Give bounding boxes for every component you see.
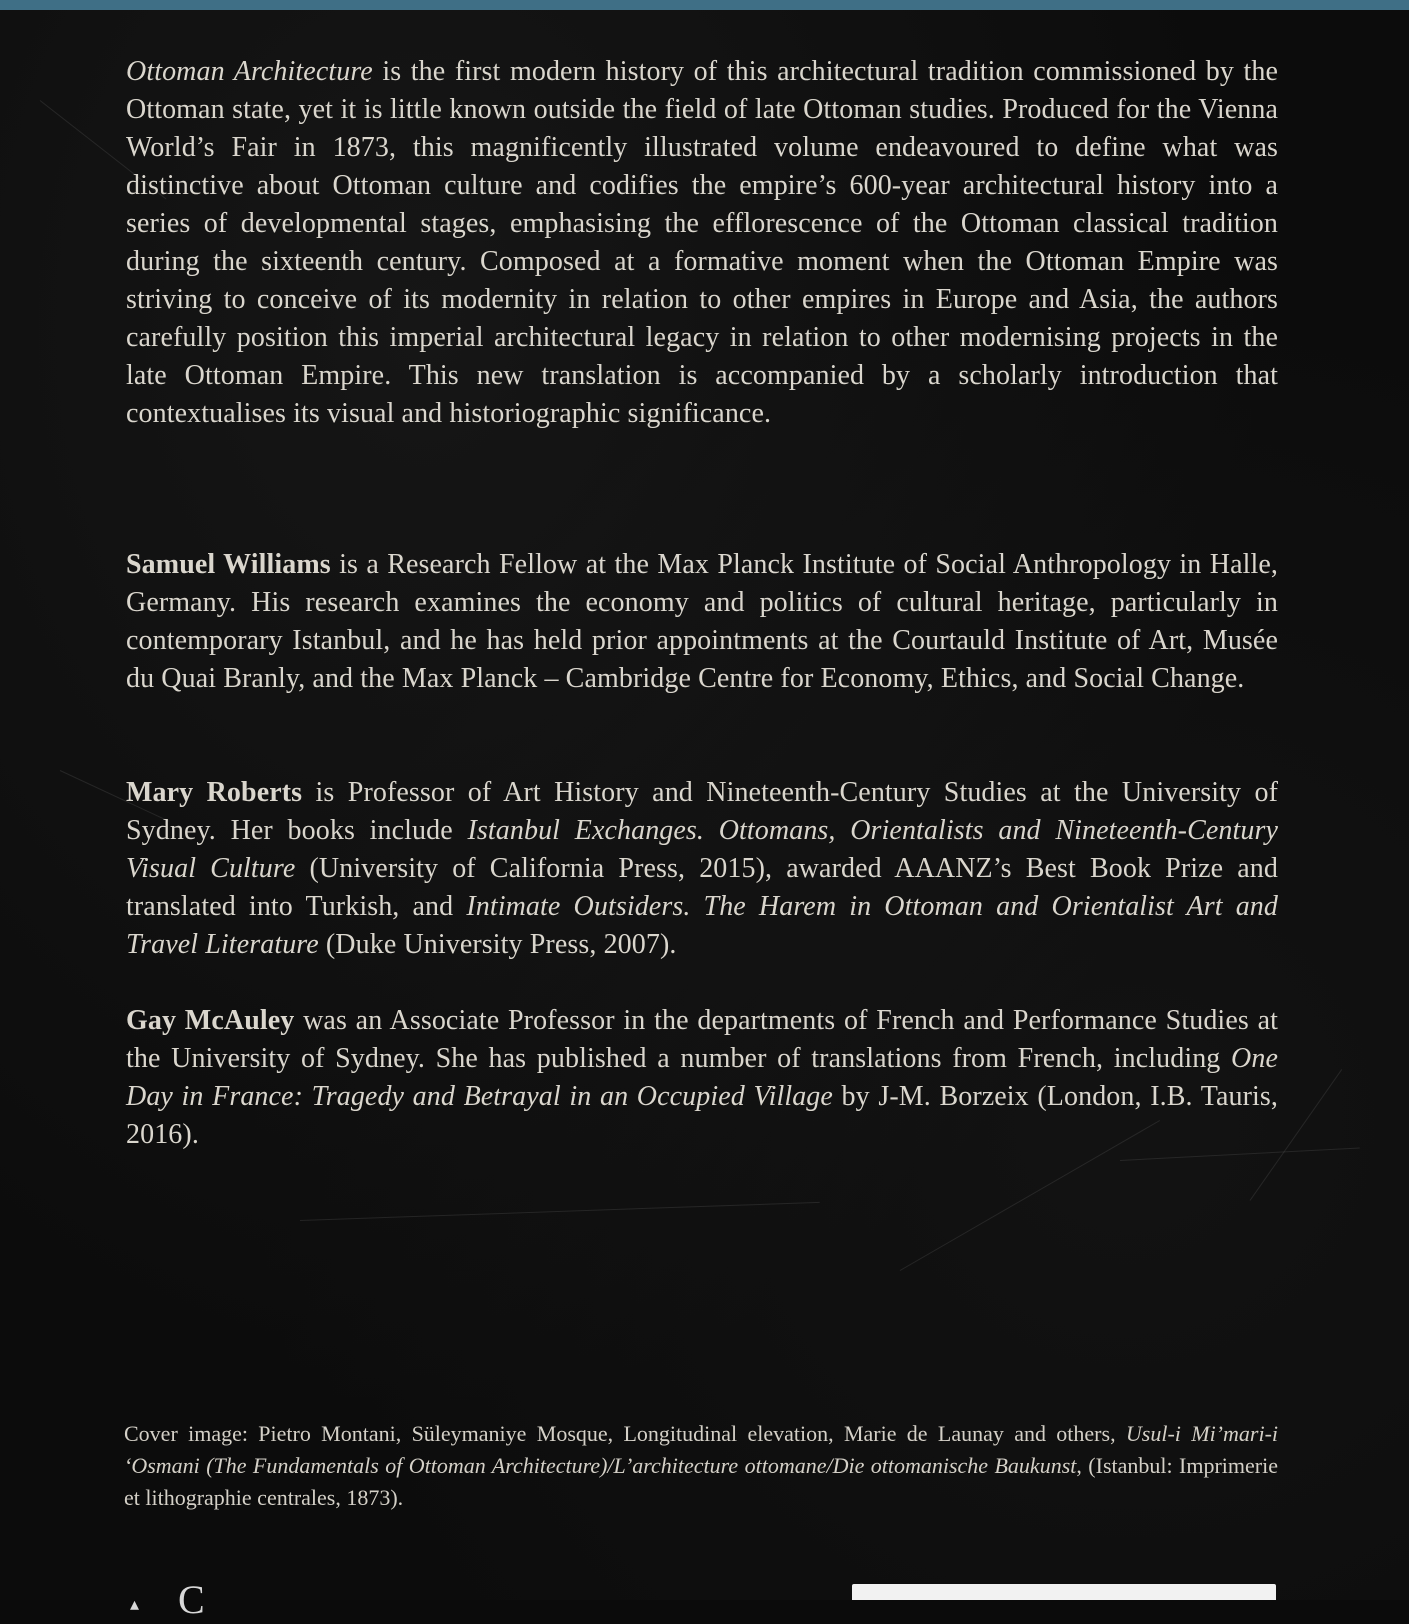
author-name: Gay McAuley xyxy=(126,1005,295,1036)
bio-text: (University of California Press, 2015), awarded AAANZ’s Best Book Prize and translated into Turkish, and xyxy=(126,853,1278,922)
author-name: Mary Roberts xyxy=(126,777,303,808)
bio-text: was an Associate Professor in the departments of French and Performance Studies at the University of Sydney. She has published a number of translations from French, including xyxy=(126,1005,1278,1074)
scratch-mark xyxy=(300,1202,820,1221)
credit-source-title: Usul-i Mi’mari-i ‘Osmani (The Fundamentals of Ottoman Architecture)/L’architecture ottomane/Die ottomanische Baukunst xyxy=(124,1421,1279,1478)
top-color-band xyxy=(0,0,1409,10)
book-title: Intimate Outsiders. The Harem in Ottoman and Orientalist Art and Travel Literature xyxy=(126,891,1278,960)
cover-image-credit xyxy=(124,1418,1278,1514)
book-description xyxy=(126,53,1278,433)
book-title: One Day in France: Tragedy and Betrayal in an Occupied Village xyxy=(126,1043,1278,1112)
publisher-logo: ▴ C xyxy=(130,1577,205,1622)
author-bio-williams xyxy=(126,546,1278,698)
description-text: is the first modern history of this architectural tradition commissioned by the Ottoman state, yet it is little known outside the field of late Ottoman studies. Produced for the Vienna World’s Fair in 1873, this magnificently illustrated volume endeavoured to define what was distinctive about Ottoman culture and codifies the empire’s 600-year architectural history into a series of developmental stages, emphasising the efflorescence of the Ottoman classical tradition during the sixteenth century. Composed at a formative moment when the Ottoman Empire was striving to conceive of its modernity in relation to other empires in Europe and Asia, the authors carefully position this imperial architectural legacy in relation to other modernising projects in the late Ottoman Empire. This new translation is accompanied by a scholarly introduction that contextualises its visual and historiographic significance. xyxy=(126,56,1278,429)
credit-text: Cover image: Pietro Montani, Süleymaniye Mosque, Longitudinal elevation, Marie de Launay and others, xyxy=(124,1421,1126,1446)
credit-text: , (Istanbul: Imprimerie et lithographie centrales, 1873). xyxy=(124,1453,1278,1510)
bio-text: is Professor of Art History and Nineteenth-Century Studies at the University of Sydney. Her books include xyxy=(126,777,1278,846)
bio-text: (Duke University Press, 2007). xyxy=(318,929,677,960)
author-name: Samuel Williams xyxy=(126,549,331,580)
bio-text: by J-M. Borzeix (London, I.B. Tauris, 2016). xyxy=(126,1081,1278,1150)
book-title: Istanbul Exchanges. Ottomans, Orientalists and Nineteenth-Century Visual Culture xyxy=(126,815,1278,884)
author-bio-mcauley xyxy=(126,1002,1278,1154)
barcode-area xyxy=(852,1584,1276,1600)
bio-text: is a Research Fellow at the Max Planck Institute of Social Anthropology in Halle, Germany. His research examines the economy and politics of cultural heritage, particularly in contemporary Istanbul, and he has held prior appointments at the Courtauld Institute of Art, Musée du Quai Branly, and the Max Planck – Cambridge Centre for Economy, Ethics, and Social Change. xyxy=(126,549,1278,694)
book-title: Ottoman Architecture xyxy=(126,56,373,87)
author-bio-roberts xyxy=(126,774,1278,964)
